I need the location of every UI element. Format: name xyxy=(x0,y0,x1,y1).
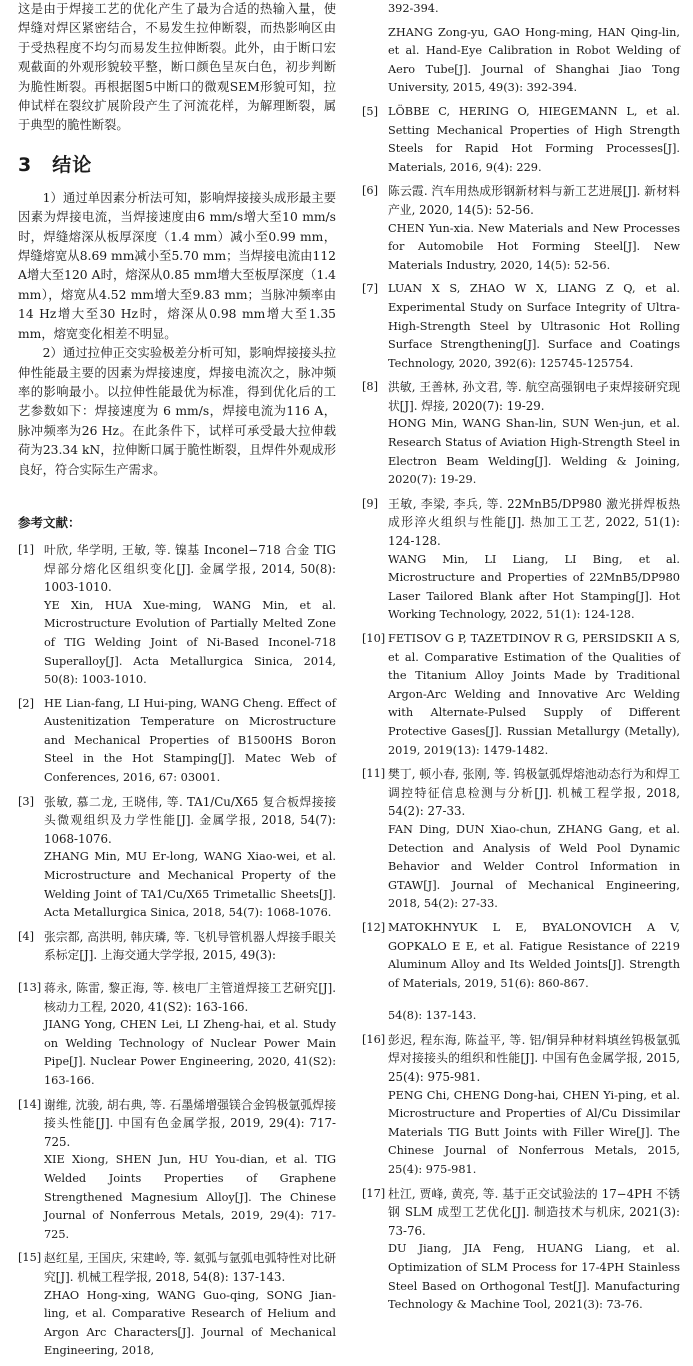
reference-number: [3] xyxy=(18,794,35,808)
reference-number: [6] xyxy=(362,184,379,198)
reference-number: [13] xyxy=(18,981,42,994)
reference-item xyxy=(362,1031,680,1180)
reference-chinese-citation: 王敏, 李梁, 李兵, 等. 22MnB5/DP980 激光拼焊板热成形淬火组织与性能[J]. 热加工工艺, 2022, 51(1): 124-128. xyxy=(388,496,680,549)
reference-list xyxy=(362,0,680,993)
reference-english-citation: CHEN Yun-xia. New Materials and New Processes for Automobile Hot Forming Steel[J]. New Materials Industry, 2020, 14(5): 52-56. xyxy=(388,221,680,272)
reference-english-citation: PENG Chi, CHENG Dong-hai, CHEN Yi-ping, et al. Microstructure and Properties of Al/Cu Dissimilar Materials TIG Butt Joints with Filler Wire[J]. The Chinese Journal of Nonferrous Metals, 2015, 25(4): 975-981. xyxy=(388,1088,680,1177)
reference-list xyxy=(18,541,336,965)
reference-english-citation: DU Jiang, JIA Feng, HUANG Liang, et al. Optimization of SLM Process for 17-4PH Stainless Steel Based on Orthogonal Test[J]. Manufacturing Technology & Machine Tool, 2021(3): 73-76. xyxy=(388,1242,680,1312)
reference-english-citation: JIANG Yong, CHEN Lei, LI Zheng-hai, et al. Study on Welding Technology of Nuclear Power Main Pipe[J]. Nuclear Power Engineering, 2020, 41(S2): 163-166. xyxy=(44,1018,336,1087)
conclusion-paragraph-2: 2）通过拉伸正交实验极差分析可知，影响焊接接头拉伸性能最主要的因素为焊接速度，焊接电流次之，脉冲频率的影响最小。以拉伸性能最优为标准，得到优化后的工艺参数如下：焊接速度为 6 mm/s，焊接电流为116 A，脉冲频率为26 Hz。在此条件下，试样可承受最大拉伸载荷为23.34 kN，拉伸断口属于脆性断裂，且焊件外观成形良好，符合实际生产需求。 xyxy=(18,346,336,477)
reference-english-citation: 392-394. xyxy=(388,2,439,15)
reference-chinese-citation: 杜江, 贾峰, 黄亮, 等. 基于正交试验法的 17−4PH 不锈钢 SLM 成型工艺优化[J]. 制造技术与机床, 2021(3): 73-76. xyxy=(388,1186,680,1238)
reference-number: [10] xyxy=(362,632,386,645)
reference-english-citation: 54(8): 137-143. xyxy=(388,1009,477,1023)
reference-item xyxy=(362,630,680,760)
reference-english-citation: HONG Min, WANG Shan-lin, SUN Wen-jun, et al. Research Status of Aviation High-Strength Steel in Electron Beam Welding[J]. Welding & Joining, 2020(7): 19-29. xyxy=(388,417,680,487)
reference-list xyxy=(18,979,336,1361)
reference-english-citation: FETISOV G P, TAZETDINOV R G, PERSIDSKII A S, et al. Comparative Estimation of the Qualities of the Titanium Alloy Joints Made by Traditional Argon-Arc Welding and Innovative Arc Welding with Alternate-Pulsed Supply of Different Protective Gases[J]. Russian Metallurgy (Metally), 2019, 2019(13): 1479-1482. xyxy=(388,632,680,757)
reference-number: [7] xyxy=(362,282,379,296)
reference-item xyxy=(362,1007,680,1026)
right-column xyxy=(362,0,680,1320)
reference-number: [4] xyxy=(18,929,35,943)
reference-item xyxy=(18,793,336,923)
conclusion-paragraph-1: 1）通过单因素分析法可知，影响焊接接头成形最主要因素为焊接电流，当焊接速度由6 mm/s增大至10 mm/s时，焊缝熔深从板厚深度（1.4 mm）减小至0.99 mm，焊缝熔宽从8.69 mm减小至5.70 mm；当焊接电流由112 A增大至120 A时，熔深从0.85 mm增大至板厚深度（1.4 mm），熔宽从4.52 mm增大至9.83 mm；当脉冲频率由14 Hz增大至30 Hz时，熔深从0.98 mm增大至1.35 mm，熔宽变化相差不明显。 xyxy=(18,190,336,341)
reference-english-citation: LUAN X S, ZHAO W X, LIANG Z Q, et al. Experimental Study on Surface Integrity of Ultra-High-Strength Steel by Ultrasonic Hot Rolling Surface Strengthening[J]. Surface and Coatings Technology, 2020, 392(6): 125745-125754. xyxy=(388,282,680,370)
reference-item xyxy=(18,1096,336,1245)
reference-item xyxy=(362,919,680,993)
section-heading: 3 结论 xyxy=(18,153,93,176)
reference-number: [1] xyxy=(18,542,35,556)
reference-number: [9] xyxy=(362,496,379,510)
reference-chinese-citation: 洪敏, 王善林, 孙文君, 等. 航空高强钢电子束焊接研究现状[J]. 焊接, 2020(7): 19-29. xyxy=(388,380,680,413)
left-column xyxy=(18,0,336,1366)
reference-item xyxy=(362,1185,680,1315)
reference-item xyxy=(362,103,680,177)
reference-chinese-citation: 彭迟, 程东海, 陈益平, 等. 铝/铜异种材料填丝钨极氩弧焊对接接头的组织和性能[J]. 中国有色金属学报, 2015, 25(4): 975-981. xyxy=(388,1032,680,1085)
reference-english-citation: ZHAO Hong-xing, WANG Guo-qing, SONG Jian-ling, et al. Comparative Research of Helium and Argon Arc Characters[J]. Journal of Mechanical Engineering, 2018, xyxy=(44,1288,336,1358)
reference-chinese-citation: 赵红星, 王国庆, 宋建岭, 等. 氦弧与氩弧电弧特性对比研究[J]. 机械工程学报, 2018, 54(8): 137-143. xyxy=(44,1251,336,1284)
reference-english-citation: FAN Ding, DUN Xiao-chun, ZHANG Gang, et al. Detection and Analysis of Weld Pool Dynamic Behavior and Welder Control Information in GTAW[J]. Journal of Mechanical Engineering, 2018, 54(2): 27-33. xyxy=(388,822,680,911)
reference-number: [2] xyxy=(18,696,35,710)
reference-item xyxy=(362,495,680,625)
reference-item xyxy=(362,280,680,373)
reference-item xyxy=(362,182,680,275)
reference-number: [11] xyxy=(362,767,386,781)
intro-paragraph: 这是由于焊接工艺的优化产生了最为合适的热输入量，使焊缝对焊区紧密结合，不易发生拉伸断裂，而热影响区由于受热程度不均匀而易发生拉伸断裂。此外，由于断口宏观截面的外观形貌较平整，断口颜色呈灰白色，初步判断为脆性断裂。再根据图5中断口的微观SEM形貌可知，拉伸试样在裂纹扩展阶段产生了河流花样，为解理断裂，属于典型的脆性断裂。 xyxy=(18,2,336,133)
reference-item xyxy=(362,0,680,19)
reference-english-citation: ZHANG Min, MU Er-long, WANG Xiao-wei, et al. Microstructure and Mechanical Property of the Welding Joint of TA1/Cu/X65 Trimetallic Sheets[J]. Acta Metallurgica Sinica, 2018, 54(7): 1068-1076. xyxy=(44,850,336,920)
reference-chinese-citation: 张敏, 慕二龙, 王晓伟, 等. TA1/Cu/X65 复合板焊接接头微观组织及力学性能[J]. 金属学报, 2018, 54(7): 1068-1076. xyxy=(44,794,336,846)
reference-item xyxy=(362,378,680,490)
reference-chinese-citation: 陈云霞. 汽车用热成形钢新材料与新工艺进展[J]. 新材料产业, 2020, 14(5): 52-56. xyxy=(388,184,680,217)
reference-english-citation: XIE Xiong, SHEN Jun, HU You-dian, et al. TIG Welded Joints Properties of Graphene Strengthened Magnesium Alloy[J]. The Chinese Journal of Nonferrous Metals, 2019, 29(4): 717-725. xyxy=(44,1153,336,1241)
reference-number: [15] xyxy=(18,1251,42,1265)
reference-chinese-citation: 谢维, 沈骏, 胡右典, 等. 石墨烯增强镁合金钨极氩弧焊接接头性能[J]. 中国有色金属学报, 2019, 29(4): 717-725. xyxy=(44,1097,336,1149)
reference-list xyxy=(362,1007,680,1315)
reference-chinese-citation: 叶欣, 华学明, 王敏, 等. 镍基 Inconel−718 合金 TIG 焊部分熔化区组织变化[J]. 金属学报, 2014, 50(8): 1003-1010. xyxy=(44,542,336,595)
reference-item xyxy=(18,541,336,690)
reference-item xyxy=(18,695,336,788)
reference-english-citation: YE Xin, HUA Xue-ming, WANG Min, et al. Microstructure Evolution of Partially Melted Zone of TIG Welding Joint of Ni-Based Inconel-718 Superalloy[J]. Acta Metallurgica Sinica, 2014, 50(8): 1003-1010. xyxy=(44,598,336,687)
reference-item xyxy=(18,979,336,1091)
reference-number: [16] xyxy=(362,1032,386,1046)
reference-english-citation: WANG Min, LI Liang, LI Bing, et al. Microstructure and Properties of 22MnB5/DP980 Laser Tailored Blank after Hot Stamping[J]. Hot Working Technology, 2022, 51(1): 124-128. xyxy=(388,552,680,622)
reference-english-citation: LÖBBE C, HERING O, HIEGEMANN L, et al. Setting Mechanical Properties of High Strength Steels for Rapid Hot Forming Processes[J]. Materials, 2016, 9(4): 229. xyxy=(388,104,680,174)
reference-chinese-citation: 张宗都, 高洪明, 韩庆璘, 等. 飞机导管机器人焊接手眼关系标定[J]. 上海交通大学学报, 2015, 49(3): xyxy=(44,929,336,963)
reference-chinese-citation: 樊丁, 顿小春, 张刚, 等. 钨极氩弧焊熔池动态行为和焊工调控特征信息检测与分析[J]. 机械工程学报, 2018, 54(2): 27-33. xyxy=(388,767,680,819)
reference-english-citation: MATOKHNYUK L E, BYALONOVICH A V, GOPKALO E E, et al. Fatigue Resistance of 2219 Aluminum Alloy and Its Welded Joints[J]. Strength of Materials, 2019, 51(6): 860-867. xyxy=(388,920,680,990)
reference-chinese-citation: 蒋永, 陈雷, 黎正海, 等. 核电厂主管道焊接工艺研究[J]. 核动力工程, 2020, 41(S2): 163-166. xyxy=(44,981,336,1014)
reference-item xyxy=(362,24,680,98)
reference-number: [8] xyxy=(362,380,379,394)
reference-english-citation: ZHANG Zong-yu, GAO Hong-ming, HAN Qing-lin, et al. Hand-Eye Calibration in Robot Welding of Aero Tube[J]. Journal of Shanghai Jiao Tong University, 2015, 49(3): 392-394. xyxy=(388,25,680,95)
reference-number: [12] xyxy=(362,920,386,934)
reference-item xyxy=(362,765,680,914)
reference-item xyxy=(18,928,336,965)
reference-english-citation: HE Lian-fang, LI Hui-ping, WANG Cheng. Effect of Austenitization Temperature on Microstructure and Mechanical Properties of B1500HS Boron Steel in the Hot Stamping[J]. Matec Web of Conferences, 2016, 67: 03001. xyxy=(44,696,336,785)
reference-number: [17] xyxy=(362,1186,386,1200)
reference-item xyxy=(18,1249,336,1361)
reference-number: [5] xyxy=(362,104,379,118)
references-heading: 参考文献： xyxy=(18,514,81,530)
reference-number: [14] xyxy=(18,1097,42,1111)
